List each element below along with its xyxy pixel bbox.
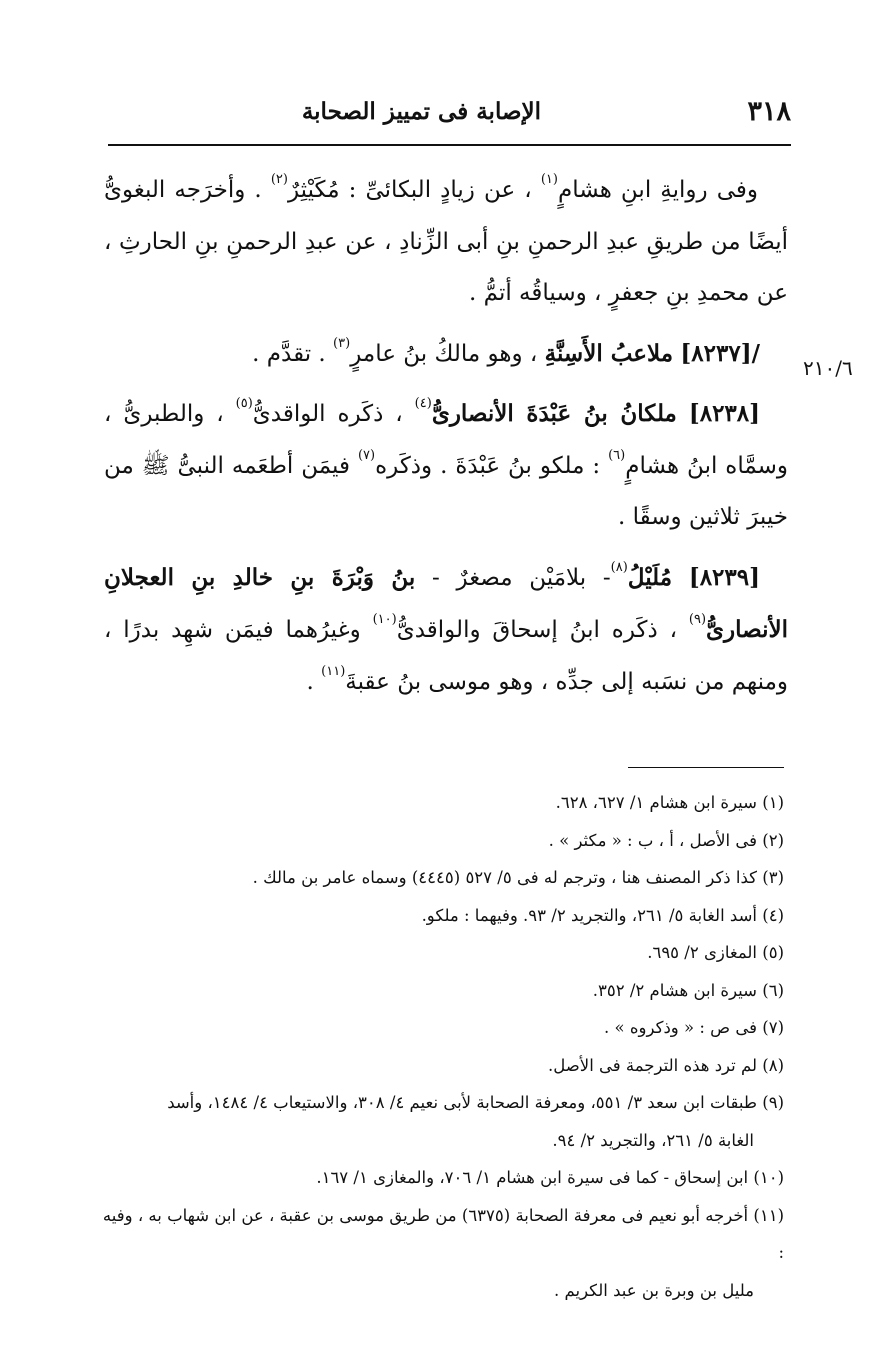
footnote-text: المغازى ٢/ ٦٩٥. [647, 943, 757, 962]
running-title: الإصابة فى تمييز الصحابة [301, 98, 541, 125]
footnote-separator [628, 767, 784, 768]
text-segment: ، عن زيادٍ البكائىِّ : مُكَيْثِرٌ [287, 177, 532, 203]
entry-close-bracket: ] [688, 563, 700, 591]
entry-8239 [104, 552, 788, 709]
footnote [100, 934, 784, 972]
entry-8238 [104, 388, 788, 544]
footnote-continuation: مليل بن وبرة بن عبد الكريم . [554, 1280, 754, 1300]
footnote-text: فى الأصل ، أ ، ب : « مكثر » . [548, 830, 757, 850]
footnote-marker: (٥) [235, 396, 253, 411]
footnote [100, 897, 784, 935]
footnote-text: لم ترد هذه الترجمة فى الأصل. [548, 1055, 757, 1075]
footnote [100, 1159, 784, 1197]
text-segment: : ملكو بنُ عَبْدَةَ . وذكَره [375, 452, 601, 479]
footnote [100, 1009, 784, 1047]
text-segment: وفى روايةِ ابنِ هشامٍ [557, 177, 758, 203]
footnote [100, 972, 784, 1010]
entry-open-bracket: [ [749, 563, 761, 591]
footnote-marker: (٣) [333, 335, 351, 351]
footnote-number: (٣) [762, 868, 784, 887]
entry-number: ٨٢٣٨ [699, 400, 750, 427]
footnote-text: طبقات ابن سعد ٣/ ٥٥١، ومعرفة الصحابة لأبى نعيم ٤/ ٣٠٨، والاستيعاب ٤/ ١٤٨٤، وأسد [167, 1093, 757, 1112]
entry-name: ملاعبُ الأَسِنَّةِ [544, 339, 674, 367]
entry-close-bracket: ] [680, 339, 692, 367]
footnote-number: (١) [762, 793, 784, 812]
header-rule [108, 144, 791, 146]
footnote-text: أسد الغابة ٥/ ٢٦١، والتجريد ٢/ ٩٣. وفيهما : ملكو. [421, 905, 757, 925]
footnote-number: (٦) [762, 980, 784, 1000]
footnote-marker: (١) [540, 172, 558, 187]
footnote-text: سيرة ابن هشام ٢/ ٣٥٢. [592, 980, 757, 1000]
page-header [108, 92, 791, 132]
footnote-continuation: الغابة ٥/ ٢٦١، والتجريد ٢/ ٩٤. [552, 1130, 754, 1150]
paragraph-continuation [104, 165, 788, 320]
footnote-number: (٢) [762, 830, 784, 850]
entry-number: ٨٢٣٩ [699, 563, 750, 591]
footnote-marker: (١٠) [372, 612, 397, 627]
footnote-marker: (٧) [357, 447, 376, 463]
text-segment: ، وهو مالكُ بنُ عامرٍ [350, 340, 538, 367]
footnote-number: (٤) [762, 905, 784, 925]
footnote-text: فى ص : « وذكروه » . [604, 1018, 757, 1037]
footnote [100, 822, 784, 860]
text-segment: - بلامَيْن مصغرٌ - [432, 564, 611, 591]
main-text [104, 165, 788, 708]
text-segment: فيمَن أطعَمه النبىُّ ﷺ من خيبرَ ثلاثين وسقًا . [104, 452, 788, 530]
text-segment: ، والطبرىُّ ، وسمَّاه ابنُ هشامٍ [104, 401, 789, 479]
text-segment: . تقدَّم . [252, 340, 326, 367]
footnote-text: كذا ذكر المصنف هنا ، وترجم له فى ٥/ ٥٢٧ (٤٤٤٥) وسماه عامر بن مالك . [252, 868, 757, 887]
entry-open-bracket: [ [749, 400, 761, 427]
text-segment: . وأخرَجه البغوىُّ أيضًا من طريقِ عبدِ الرحمنِ بنِ أبى الزِّنادِ ، عن عبدِ الرحمنِ بنِ الحارثِ ، عن محمدِ بنِ جعفرٍ ، وسياقُه أتمُّ . [104, 177, 788, 306]
footnote-marker: (٦) [608, 447, 626, 463]
footnote [100, 1084, 784, 1159]
entry-lineage: بنُ وَبْرَةَ بنِ خالدِ بنِ العجلانِ الأنصارىُّ [104, 563, 789, 643]
footnote-marker: (٨) [610, 559, 628, 575]
text-segment: وغيرُهما فيمَن شهِد بدرًا ، ومنهم من نسَبه إلى جدِّه ، وهو موسى بنُ عقبةَ [104, 617, 788, 695]
text-segment: . [306, 668, 314, 695]
text-segment: ، ذكَره ابنُ إسحاقَ والواقدىُّ [396, 617, 678, 643]
page-number: ٣١٨ [747, 96, 791, 127]
footnote [100, 1047, 784, 1085]
footnote-number: (٨) [762, 1055, 784, 1075]
footnote-text: أخرجه أبو نعيم فى معرفة الصحابة (٦٣٧٥) من طريق موسى بن عقبة ، عن ابن شهاب به ، وفيه : [102, 1205, 784, 1262]
footnote [100, 859, 784, 897]
entry-close-bracket: ] [688, 400, 700, 427]
footnote-number: (١١) [753, 1205, 784, 1225]
entry-name: ملكانُ بنُ عَبْدَةَ الأنصارىُّ [431, 400, 677, 427]
footnote-number: (٩) [762, 1093, 784, 1112]
text-segment: ، ذكَره الواقدىُّ [252, 401, 403, 427]
entry-open-bracket: /[ [740, 339, 760, 367]
footnote-number: (٥) [762, 943, 784, 962]
footnote-marker: (٢) [270, 172, 288, 187]
footnote-marker: (٩) [688, 612, 707, 627]
footnote-marker: (٤) [414, 396, 432, 411]
footnotes [100, 784, 784, 1309]
entry-8237 [104, 328, 788, 381]
entry-name: مُلَيْلُ [627, 563, 673, 591]
footnote-number: (٧) [762, 1018, 784, 1037]
entry-number: ٨٢٣٧ [691, 339, 741, 367]
footnote-text: سيرة ابن هشام ١/ ٦٢٧، ٦٢٨. [555, 793, 757, 812]
margin-reference: ٢١٠/٦ [803, 356, 853, 380]
footnote-text: ابن إسحاق - كما فى سيرة ابن هشام ١/ ٧٠٦، والمغازى ١/ ١٦٧. [316, 1168, 749, 1187]
footnote [100, 784, 784, 822]
footnote [100, 1197, 784, 1310]
footnote-number: (١٠) [753, 1168, 784, 1187]
footnote-marker: (١١) [321, 663, 346, 679]
